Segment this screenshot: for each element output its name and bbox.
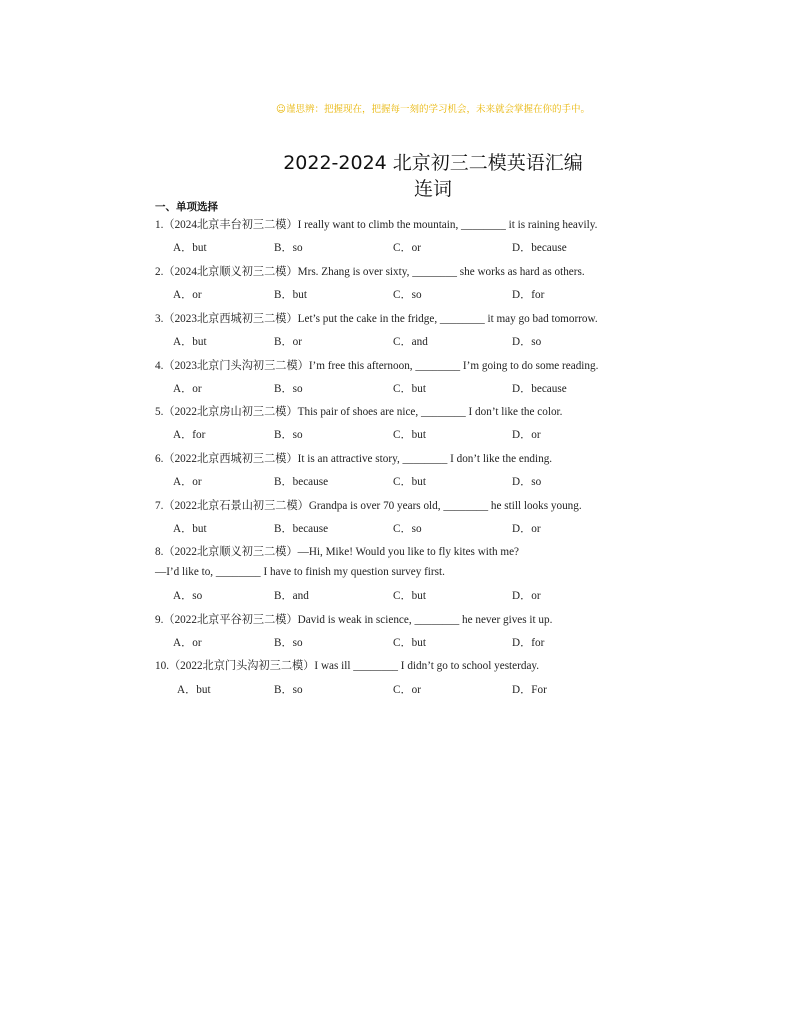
option-d[interactable]: D．For xyxy=(512,684,547,696)
answer-options xyxy=(0,239,794,255)
question-stem: 3.（2023北京西城初三二模）Let’s put the cake in the fridge, ________ it may go bad tomorrow. xyxy=(155,313,598,325)
option-d[interactable]: D．or xyxy=(512,590,541,602)
answer-options xyxy=(0,473,794,489)
option-d[interactable]: D．so xyxy=(512,336,542,348)
answer-options xyxy=(0,380,794,396)
question-stem: 2.（2024北京顺义初三二模）Mrs. Zhang is over sixty, ________ she works as hard as others. xyxy=(155,266,585,278)
option-c[interactable]: C．but xyxy=(393,637,426,649)
section-heading: 一、单项选择 xyxy=(155,201,218,213)
option-c[interactable]: C．or xyxy=(393,684,421,696)
option-b[interactable]: B．and xyxy=(274,590,309,602)
option-d[interactable]: D．for xyxy=(512,637,545,649)
question-stem: 5.（2022北京房山初三二模）This pair of shoes are nice, ________ I don’t like the color. xyxy=(155,406,563,418)
option-b[interactable]: B．but xyxy=(274,289,307,301)
document-subtitle: 连词 xyxy=(413,178,452,200)
option-a[interactable]: A．for xyxy=(173,429,206,441)
option-a[interactable]: A．but xyxy=(173,336,207,348)
option-d[interactable]: D．because xyxy=(512,383,567,395)
option-a[interactable]: A．so xyxy=(173,590,203,602)
option-c[interactable]: C．and xyxy=(393,336,428,348)
option-a[interactable]: A．or xyxy=(173,383,202,395)
option-d[interactable]: D．so xyxy=(512,476,542,488)
answer-options xyxy=(0,681,794,697)
option-a[interactable]: A．or xyxy=(173,476,202,488)
answer-options xyxy=(0,634,794,650)
answer-options xyxy=(0,520,794,536)
answer-options xyxy=(0,286,794,302)
option-b[interactable]: B．so xyxy=(274,242,303,254)
question-stem: 8.（2022北京顺义初三二模）—Hi, Mike! Would you like to fly kites with me? xyxy=(155,546,520,558)
option-c[interactable]: C．but xyxy=(393,383,426,395)
option-c[interactable]: C．but xyxy=(393,590,426,602)
option-b[interactable]: B．because xyxy=(274,476,329,488)
option-c[interactable]: C．but xyxy=(393,429,426,441)
answer-options xyxy=(0,333,794,349)
question-stem: 4.（2023北京门头沟初三二模）I’m free this afternoon, ________ I’m going to do some reading. xyxy=(155,360,599,372)
question-stem: 1.（2024北京丰台初三二模）I really want to climb the mountain, ________ it is raining heavily. xyxy=(155,219,598,231)
question-stem: 6.（2022北京西城初三二模）It is an attractive story, ________ I don’t like the ending. xyxy=(155,453,553,465)
option-c[interactable]: C．so xyxy=(393,523,422,535)
option-a[interactable]: A．but xyxy=(173,523,207,535)
option-a[interactable]: A．but xyxy=(177,684,211,696)
option-a[interactable]: A．but xyxy=(173,242,207,254)
option-d[interactable]: D．because xyxy=(512,242,567,254)
option-d[interactable]: D．or xyxy=(512,523,541,535)
option-d[interactable]: D．for xyxy=(512,289,545,301)
option-c[interactable]: C．but xyxy=(393,476,426,488)
option-c[interactable]: C．or xyxy=(393,242,421,254)
option-a[interactable]: A．or xyxy=(173,289,202,301)
question-stem-continuation: —I’d like to, ________ I have to finish my question survey first. xyxy=(155,566,445,578)
motto-banner: ☺谨思辨：把握现在，把握每一刻的学习机会，未来就会掌握在你的手中。 xyxy=(276,104,590,115)
option-b[interactable]: B．so xyxy=(274,429,303,441)
option-b[interactable]: B．so xyxy=(274,684,303,696)
option-c[interactable]: C．so xyxy=(393,289,422,301)
answer-options xyxy=(0,426,794,442)
answer-options xyxy=(0,587,794,603)
option-b[interactable]: B．because xyxy=(274,523,329,535)
question-stem: 7.（2022北京石景山初三二模）Grandpa is over 70 years old, ________ he still looks young. xyxy=(155,500,582,512)
option-b[interactable]: B．so xyxy=(274,383,303,395)
option-d[interactable]: D．or xyxy=(512,429,541,441)
option-b[interactable]: B．so xyxy=(274,637,303,649)
option-b[interactable]: B．or xyxy=(274,336,302,348)
option-a[interactable]: A．or xyxy=(173,637,202,649)
question-stem: 10.（2022北京门头沟初三二模）I was ill ________ I didn’t go to school yesterday. xyxy=(155,660,540,672)
question-stem: 9.（2022北京平谷初三二模）David is weak in science, ________ he never gives it up. xyxy=(155,614,553,626)
document-title: 2022-2024 北京初三二模英语汇编 xyxy=(283,152,583,174)
